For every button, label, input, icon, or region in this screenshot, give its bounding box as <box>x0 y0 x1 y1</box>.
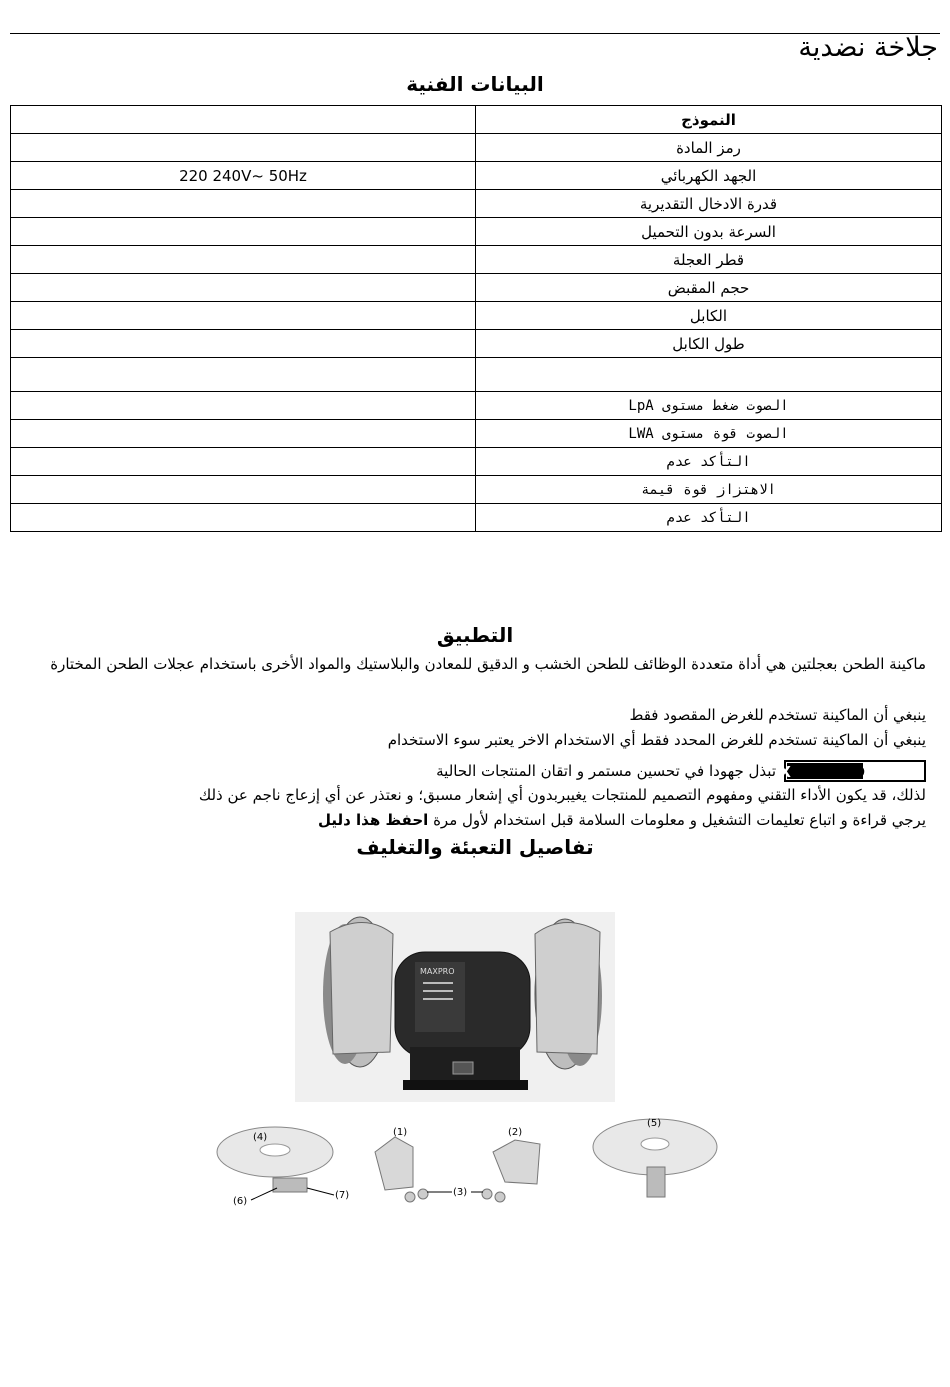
part-label-2: (2) <box>508 1127 523 1138</box>
svg-text:PRO: PRO <box>827 763 866 781</box>
spec-row <box>11 448 942 476</box>
logo-icon <box>784 760 926 782</box>
application-text: تبذل جهودا في تحسين مستمر و اتقان المنتجات الحالية <box>436 762 776 780</box>
spec-row-lwa <box>11 420 942 448</box>
spec-label: طول الكابل <box>476 330 942 358</box>
spec-row-lpa <box>11 392 942 420</box>
application-title: التطبيق <box>436 623 514 647</box>
logo-text: X <box>784 763 792 781</box>
spec-value <box>11 218 476 246</box>
spec-row-vibration <box>11 476 942 504</box>
part-label-5: (5) <box>647 1118 662 1129</box>
spec-label: التأكد عدم <box>476 504 942 532</box>
spec-value <box>11 504 476 532</box>
specs-title: البيانات الفنية <box>406 72 544 96</box>
spec-row <box>11 218 942 246</box>
spec-label: الجهد الكهربائي <box>476 162 942 190</box>
application-paragraph: يرجي قراءة و اتباع تعليمات التشغيل و معلومات السلامة قبل استخدام لأول مرة احفظ هذا دليل <box>317 811 926 829</box>
spec-value <box>11 246 476 274</box>
spec-value <box>11 302 476 330</box>
spec-value <box>11 330 476 358</box>
part-label-4: (4) <box>253 1132 268 1143</box>
spec-label: قدرة الادخال التقديرية <box>476 190 942 218</box>
spec-value <box>11 274 476 302</box>
spec-label <box>476 358 942 392</box>
part-label-1: (1) <box>393 1127 408 1138</box>
application-paragraph: ينبغي أن الماكينة تستخدم للغرض المقصود فقط <box>629 706 926 724</box>
spec-value <box>11 476 476 504</box>
application-paragraph: لذلك، قد يكون الأداء التقني ومفهوم التصميم للمنتجات يغيبربدون أي إشعار مسبق؛ و نعتذر عن أي إزعاج ناجم عن ذلك <box>198 786 926 804</box>
spec-row <box>11 190 942 218</box>
document-title: جلاخة نضدية <box>798 32 938 63</box>
spec-value <box>11 106 476 134</box>
spec-row <box>11 330 942 358</box>
spec-row-voltage <box>11 162 942 190</box>
spec-label: حجم المقبض <box>476 274 942 302</box>
part-label-6: (6) <box>233 1196 248 1207</box>
spec-row <box>11 246 942 274</box>
spec-value <box>11 392 476 420</box>
machine-logo: MAXPRO <box>420 967 455 976</box>
spec-row <box>11 134 942 162</box>
spec-value <box>11 134 476 162</box>
spec-row <box>11 274 942 302</box>
spec-label: قطر العجلة <box>476 246 942 274</box>
save-manual-note: احفظ هذا دليل <box>317 811 429 829</box>
bench-grinder-illustration <box>215 912 725 1212</box>
spec-row <box>11 504 942 532</box>
part-label-3: (3) <box>453 1187 468 1198</box>
specs-table <box>10 105 942 532</box>
spec-value: 220 240V~ 50Hz <box>11 162 476 190</box>
application-paragraph: ماكينة الطحن بعجلتين هي أداة متعددة الوظائف للطحن الخشب و الدقيق للمعادن والبلاستيك والمواد الأخرى باستخدام عجلات الطحن المختارة <box>50 655 926 673</box>
spec-label: التأكد عدم <box>476 448 942 476</box>
part-label-7: (7) <box>335 1190 350 1201</box>
spec-label: رمز المادة <box>476 134 942 162</box>
packaging-title: تفاصيل التعبئة والتغليف <box>356 835 594 859</box>
spec-label: الصوت ضغط مستوى LpA <box>476 392 942 420</box>
spec-label: الصوت قوة مستوى LWA <box>476 420 942 448</box>
application-paragraph: ينبغي أن الماكينة تستخدم للغرض المحدد فقط أي الاستخدام الاخر يعتبر سوء الاستخدام <box>387 731 926 749</box>
spec-value <box>11 358 476 392</box>
spec-row <box>11 302 942 330</box>
spec-label: الاهتزاز قوة قيمة <box>476 476 942 504</box>
spec-row-model <box>11 106 942 134</box>
spec-value <box>11 190 476 218</box>
application-paragraph <box>46 760 926 782</box>
spec-value <box>11 420 476 448</box>
spec-row-blank <box>11 358 942 392</box>
spec-label: النموذج <box>476 106 942 134</box>
spec-label: الكابل <box>476 302 942 330</box>
spec-label: السرعة بدون التحميل <box>476 218 942 246</box>
spec-value <box>11 448 476 476</box>
